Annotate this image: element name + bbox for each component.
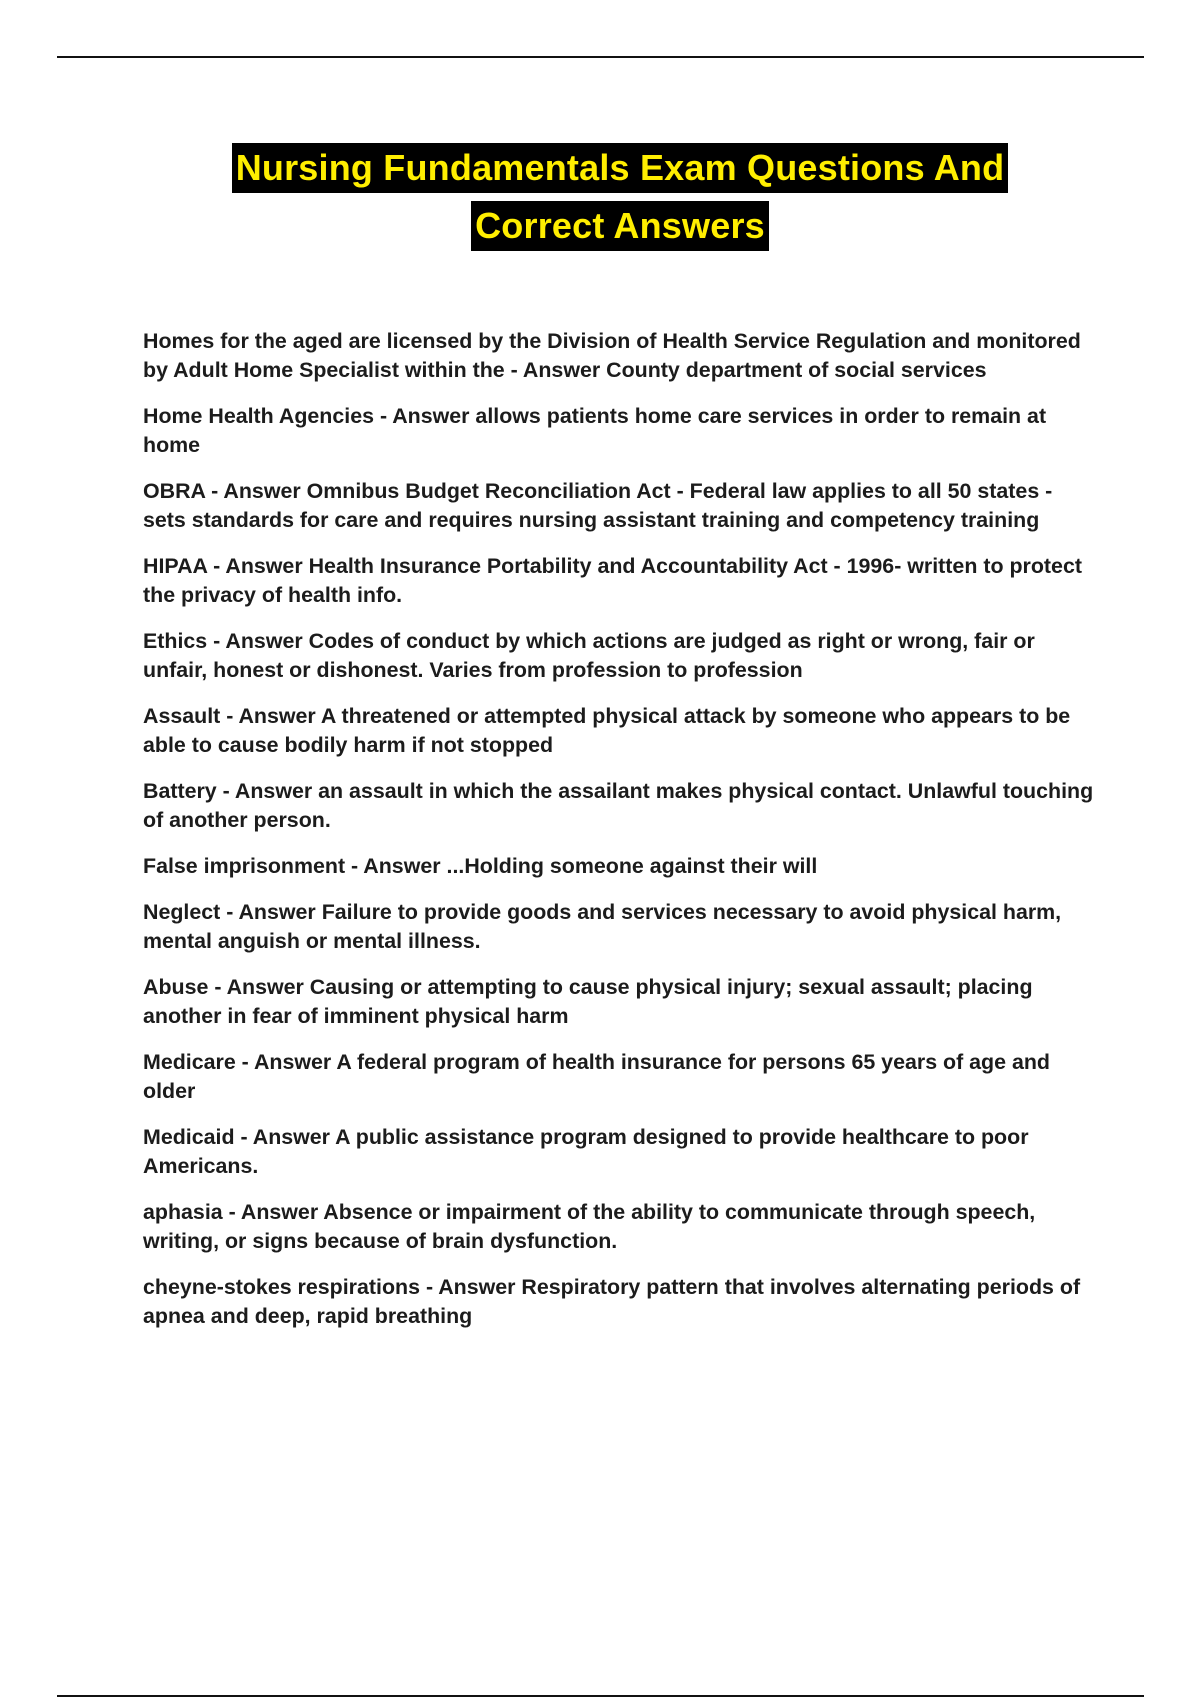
qa-item: Neglect - Answer Failure to provide goods and services necessary to avoid physical harm, mental anguish or mental illness.: [143, 900, 1062, 953]
qa-item: OBRA - Answer Omnibus Budget Reconciliation Act - Federal law applies to all 50 states - sets standards for care and requires nursing assistant training and competency training: [143, 479, 1053, 532]
bottom-rule: [57, 1695, 1144, 1697]
title-line-1: Nursing Fundamentals Exam Questions And: [232, 143, 1009, 193]
qa-item: Ethics - Answer Codes of conduct by which actions are judged as right or wrong, fair or unfair, honest or dishonest. Varies from profession to profession: [143, 629, 1035, 682]
qa-list: [143, 327, 1098, 1348]
top-rule: [57, 56, 1144, 58]
qa-item: Medicaid - Answer A public assistance program designed to provide healthcare to poor Americans.: [143, 1125, 1029, 1178]
title-line-2: Correct Answers: [471, 201, 769, 251]
qa-item: cheyne-stokes respirations - Answer Respiratory pattern that involves alternating periods of apnea and deep, rapid breathing: [143, 1275, 1081, 1328]
qa-item: Homes for the aged are licensed by the Division of Health Service Regulation and monitored by Adult Home Specialist within the - Answer County department of social services: [143, 329, 1081, 382]
document-title: [0, 143, 1200, 251]
qa-item: Battery - Answer an assault in which the assailant makes physical contact. Unlawful touching of another person.: [143, 779, 1094, 832]
qa-item: HIPAA - Answer Health Insurance Portability and Accountability Act - 1996- written to protect the privacy of health info.: [143, 554, 1082, 607]
qa-item: False imprisonment - Answer ...Holding someone against their will: [143, 854, 818, 878]
qa-item: Medicare - Answer A federal program of health insurance for persons 65 years of age and older: [143, 1050, 1050, 1103]
qa-item: Assault - Answer A threatened or attempted physical attack by someone who appears to be able to cause bodily harm if not stopped: [143, 704, 1071, 757]
qa-item: aphasia - Answer Absence or impairment of the ability to communicate through speech, writing, or signs because of brain dysfunction.: [143, 1200, 1036, 1253]
qa-item: Abuse - Answer Causing or attempting to cause physical injury; sexual assault; placing another in fear of imminent physical harm: [143, 975, 1033, 1028]
qa-item: Home Health Agencies - Answer allows patients home care services in order to remain at home: [143, 404, 1047, 457]
